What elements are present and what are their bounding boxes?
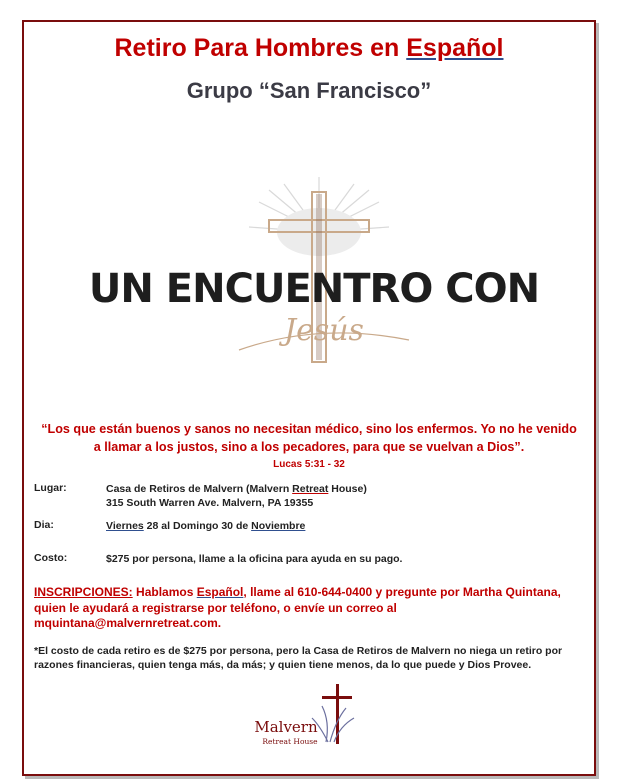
costo-value: $275 por persona, llame a la oficina para ayuda en su pago. [106,553,403,565]
malvern-name: Malvern [254,718,318,736]
cost-note: *El costo de cada retiro es de $275 por persona, pero la Casa de Retiros de Malvern no niega un retiro por razones financieras, quien tenga más, da más; y quien tiene menos, da lo que puede y Dios Provee. [34,645,563,671]
lugar-line2: 315 South Warren Ave. Malvern, PA 19355 [106,497,314,509]
flyer-subtitle: Grupo “San Francisco” [186,78,432,103]
flyer-title [24,34,594,63]
inscripciones-word: Español [196,585,244,599]
cross-with-rays-icon [88,172,540,362]
lugar-value [106,482,576,510]
title-word-espanol: Español [406,34,504,62]
malvern-logo [250,682,370,754]
costo-label: Costo: [34,552,68,564]
title-prefix: Retiro Para Hombres en [114,34,407,62]
logo-script-word: Jesús [284,313,364,348]
encuentro-logo [88,172,540,362]
dia-word-noviembre: Noviembre [251,520,306,532]
dia-value [106,519,576,533]
lugar-line1-suffix: House) [328,483,367,495]
inscripciones-text: , llame al 610-644-0400 y pregunte por Martha Quintana, quien le ayudará a registrarse por teléfono, o envíe un correo al mquintana@malvernretreat.com. [34,585,561,630]
dia-middle: 28 al Domingo 30 de [143,520,252,532]
lugar-line1-word: Retreat [292,483,329,495]
inscripciones-block [34,585,582,632]
malvern-sub: Retreat House [262,737,318,746]
bible-quote: “Los que están buenos y sanos no necesitan médico, sino los enfermos. Yo no he venido a llamar a los justos, sino a los pecadores, para que se vuelvan a Dios”. [41,422,577,454]
malvern-cross-wheat-icon [250,682,370,754]
bible-citation: Lucas 5:31 - 32 [273,459,345,470]
dia-word-viernes: Viernes [106,520,144,532]
lugar-label: Lugar: [34,482,67,494]
dia-label: Dia: [34,519,54,531]
lugar-line1-prefix: Casa de Retiros de Malvern (Malvern [106,483,293,495]
inscripciones-label: INSCRIPCIONES: [34,585,133,599]
flyer-page [22,20,596,776]
logo-line1: UN ENCUENTRO CON [88,266,540,312]
inscripciones-prefix: Hablamos [132,585,197,599]
